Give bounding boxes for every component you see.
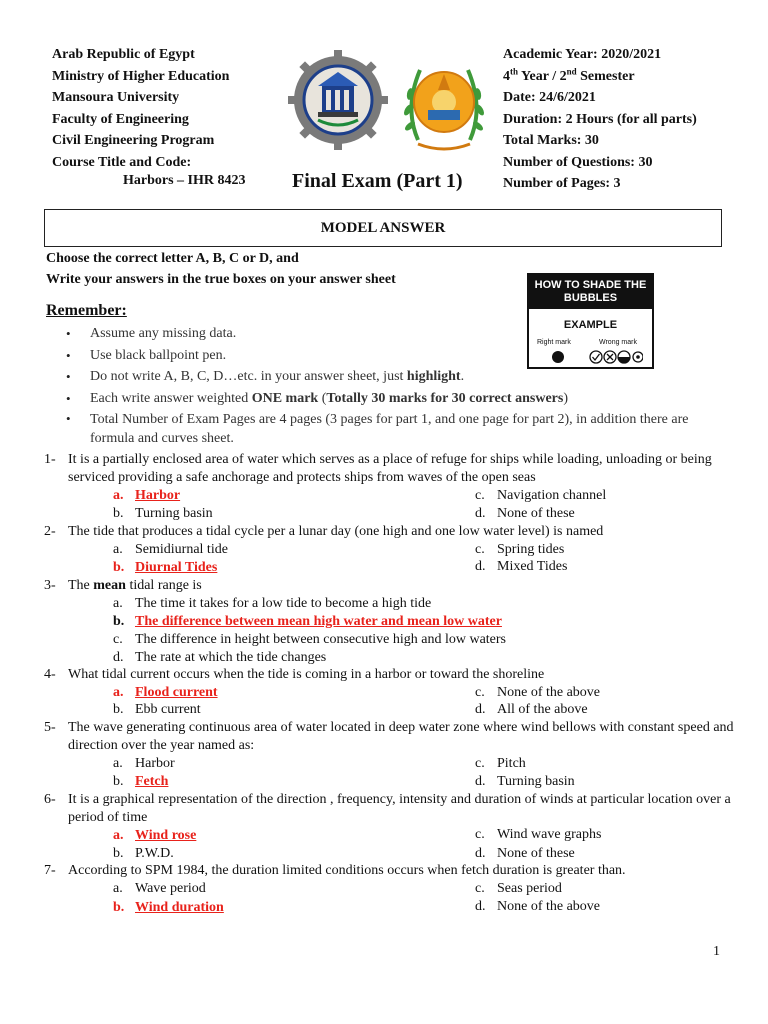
option-letter: a. — [113, 685, 124, 700]
option-text: Wind duration — [135, 900, 224, 915]
rule-text: ( — [318, 390, 327, 406]
option-letter: b. — [113, 900, 125, 915]
option-text: Ebb current — [135, 702, 201, 717]
exam-duration: Duration: 2 Hours (for all parts) — [503, 111, 697, 127]
rule-item — [66, 345, 726, 367]
question-number: 5- — [44, 720, 56, 735]
stem-emphasis: mean — [93, 578, 126, 593]
question-4-option-d — [475, 701, 588, 719]
question-2-option-d — [475, 558, 567, 576]
option-letter: c. — [475, 756, 485, 771]
option-text: Diurnal Tides — [135, 560, 218, 575]
question-7-option-a — [113, 880, 206, 898]
question-3-option-d — [113, 649, 326, 667]
question-3-option-c — [113, 631, 506, 649]
option-letter: b. — [113, 506, 124, 521]
question-stem: It is a partially enclosed area of water which serves as a place of refuge for ships while loading, unloading or being serviced providing a safe anchorage and protects ships from waves of the open seas — [68, 452, 712, 485]
mansoura-university-logo — [398, 48, 490, 158]
model-answer-banner: MODEL ANSWER — [44, 209, 722, 247]
question-6-option-b — [113, 845, 174, 863]
option-letter: d. — [475, 559, 486, 574]
header-course-label: Course Title and Code: — [52, 154, 192, 170]
option-letter: d. — [475, 899, 486, 914]
option-letter: a. — [113, 488, 124, 503]
question-3-option-b — [113, 613, 502, 631]
rule-text: Assume any missing data. — [90, 326, 237, 341]
option-text: Spring tides — [497, 542, 565, 557]
question-5-option-c — [475, 755, 526, 773]
exam-meta-block — [503, 44, 697, 195]
bubble-guide-example: EXAMPLE — [563, 319, 618, 331]
option-text: None of these — [497, 846, 575, 861]
institution-block — [52, 44, 229, 173]
question-stem: What tidal current occurs when the tide is coming in a harbor or toward the shoreline — [68, 667, 545, 682]
option-letter: a. — [113, 596, 123, 611]
option-letter: c. — [475, 542, 485, 557]
option-letter: b. — [113, 774, 124, 789]
question-1-option-c — [475, 487, 606, 505]
option-text: Harbor — [135, 756, 175, 771]
option-text: The difference in height between consecutive high and low waters — [135, 632, 506, 647]
header-program: Civil Engineering Program — [52, 133, 215, 148]
option-text: Harbor — [135, 488, 181, 503]
option-text: Turning basin — [497, 774, 575, 789]
question-2-option-c — [475, 541, 564, 559]
option-text: The difference between mean high water and mean low water — [135, 614, 502, 629]
semester-suffix: nd — [566, 65, 577, 76]
rule-text: Each write answer weighted — [90, 390, 252, 406]
question-5 — [44, 719, 734, 755]
option-letter: c. — [475, 827, 485, 842]
option-text: Pitch — [497, 756, 526, 771]
academic-year: Academic Year: 2020/2021 — [503, 47, 662, 62]
question-6 — [44, 791, 734, 827]
option-text: The time it takes for a low tide to become a high tide — [135, 596, 432, 611]
option-letter: a. — [113, 828, 124, 843]
option-text: None of the above — [497, 685, 601, 700]
number-of-pages: Number of Pages: 3 — [503, 176, 621, 191]
page-number: 1 — [713, 944, 720, 959]
stem-text: The — [68, 578, 94, 593]
question-1-option-d — [475, 505, 575, 523]
rule-text: . — [460, 369, 465, 384]
question-number: 2- — [44, 524, 56, 539]
option-text: Semidiurnal tide — [135, 542, 228, 557]
instruction-line-2: Write your answers in the true boxes on your answer sheet — [46, 272, 396, 287]
rule-item — [66, 323, 726, 345]
question-7-option-c — [475, 880, 562, 898]
rule-text: Use black ballpoint pen. — [90, 347, 227, 363]
option-letter: d. — [475, 846, 486, 861]
question-1-option-a — [113, 487, 180, 505]
option-text: Wind wave graphs — [497, 827, 602, 842]
year-suffix: th — [510, 65, 519, 76]
course-code: Harbors – IHR 8423 — [123, 173, 246, 188]
option-letter: d. — [475, 702, 486, 717]
rule-emphasis: Totally 30 marks for 30 correct answers — [326, 390, 564, 406]
question-7-option-b — [113, 899, 224, 917]
question-stem: The wave generating continuous area of water located in deep water zone where wind bellows with constant speed and direction over the year named as: — [68, 720, 734, 753]
rule-text: Do not write A, B, C, D…etc. in your answer sheet, just — [90, 369, 407, 384]
option-letter: c. — [475, 685, 485, 700]
rule-text: Total Number of Exam Pages are 4 pages (3 pages for part 1, and one page for part 2), in addition there are formula and curves sheet. — [90, 412, 689, 446]
option-text: Navigation channel — [497, 488, 607, 503]
option-text: Flood current — [135, 685, 218, 700]
rule-item — [66, 388, 726, 410]
question-3-option-a — [113, 595, 431, 613]
stem-text: tidal range is — [125, 578, 202, 593]
option-text: None of these — [497, 506, 575, 521]
question-5-option-a — [113, 755, 175, 773]
question-1-option-b — [113, 505, 213, 523]
bubble-guide-heading: HOW TO SHADE THE BUBBLES — [529, 275, 652, 309]
option-letter: d. — [113, 650, 124, 665]
year-number: 4 — [503, 68, 510, 84]
option-letter: b. — [113, 846, 124, 861]
exam-title: Final Exam (Part 1) — [292, 170, 463, 192]
wrong-mark-label: Wrong mark — [599, 339, 637, 346]
semester-label: Semester — [576, 68, 635, 84]
option-text: Wave period — [135, 881, 206, 896]
question-number: 7- — [44, 863, 56, 878]
header-country: Arab Republic of Egypt — [52, 47, 195, 62]
question-5-option-d — [475, 773, 575, 791]
question-2-option-b — [113, 559, 217, 577]
option-text: Turning basin — [135, 506, 213, 521]
rule-emphasis: highlight — [406, 369, 461, 384]
option-text: The rate at which the tide changes — [135, 650, 327, 665]
question-4-option-c — [475, 684, 600, 702]
year-semester — [503, 66, 697, 88]
header-university: Mansoura University — [52, 90, 180, 105]
question-6-option-c — [475, 826, 601, 844]
question-2 — [44, 523, 734, 541]
question-4-option-a — [113, 684, 218, 702]
year-mid: Year / 2 — [518, 68, 567, 84]
question-stem — [68, 577, 734, 595]
question-stem: According to SPM 1984, the duration limited conditions occurs when fetch duration is greater than. — [68, 863, 626, 878]
option-letter: c. — [475, 881, 485, 896]
option-letter: a. — [113, 756, 123, 771]
right-mark-label: Right mark — [537, 339, 571, 346]
option-letter: a. — [113, 881, 123, 896]
remember-heading: Remember: — [46, 302, 127, 319]
option-letter: c. — [113, 632, 123, 647]
option-letter: d. — [475, 774, 486, 789]
question-number: 1- — [44, 452, 56, 467]
question-7 — [44, 862, 734, 880]
option-text: Seas period — [497, 881, 562, 896]
rule-item — [66, 409, 726, 448]
engineering-faculty-logo — [288, 50, 388, 150]
question-4 — [44, 666, 734, 684]
option-letter: b. — [113, 614, 125, 629]
question-number: 3- — [44, 578, 56, 593]
rules-list — [66, 323, 726, 448]
option-letter: c. — [475, 488, 485, 503]
total-marks: Total Marks: 30 — [503, 133, 599, 148]
question-6-option-d — [475, 845, 575, 863]
option-text: P.W.D. — [135, 846, 174, 861]
option-text: Mixed Tides — [497, 559, 568, 574]
question-stem: The tide that produces a tidal cycle per a lunar day (one high and one low water level) is named — [68, 524, 604, 539]
header-faculty: Faculty of Engineering — [52, 111, 189, 127]
number-of-questions: Number of Questions: 30 — [503, 154, 653, 170]
question-1 — [44, 451, 734, 487]
rule-emphasis: ONE mark — [251, 390, 319, 406]
question-number: 6- — [44, 792, 56, 807]
option-letter: b. — [113, 560, 125, 575]
option-text: Wind rose — [135, 828, 197, 843]
option-text: None of the above — [497, 899, 601, 914]
option-text: All of the above — [497, 702, 588, 717]
question-7-option-d — [475, 898, 600, 916]
option-letter: b. — [113, 702, 124, 717]
question-4-option-b — [113, 701, 201, 719]
rule-text: ) — [563, 390, 568, 406]
option-letter: d. — [475, 506, 486, 521]
option-text: Fetch — [135, 774, 169, 789]
question-number: 4- — [44, 667, 56, 682]
header-ministry: Ministry of Higher Education — [52, 68, 230, 84]
option-letter: a. — [113, 542, 123, 557]
question-6-option-a — [113, 827, 196, 845]
question-5-option-b — [113, 773, 168, 791]
instruction-line-1: Choose the correct letter A, B, C or D, and — [46, 251, 299, 266]
rule-item — [66, 366, 726, 388]
question-stem: It is a graphical representation of the direction , frequency, intensity and duration of winds at particular location over a period of time — [68, 792, 731, 825]
question-2-option-a — [113, 541, 228, 559]
question-3 — [44, 577, 734, 595]
exam-date: Date: 24/6/2021 — [503, 90, 596, 105]
